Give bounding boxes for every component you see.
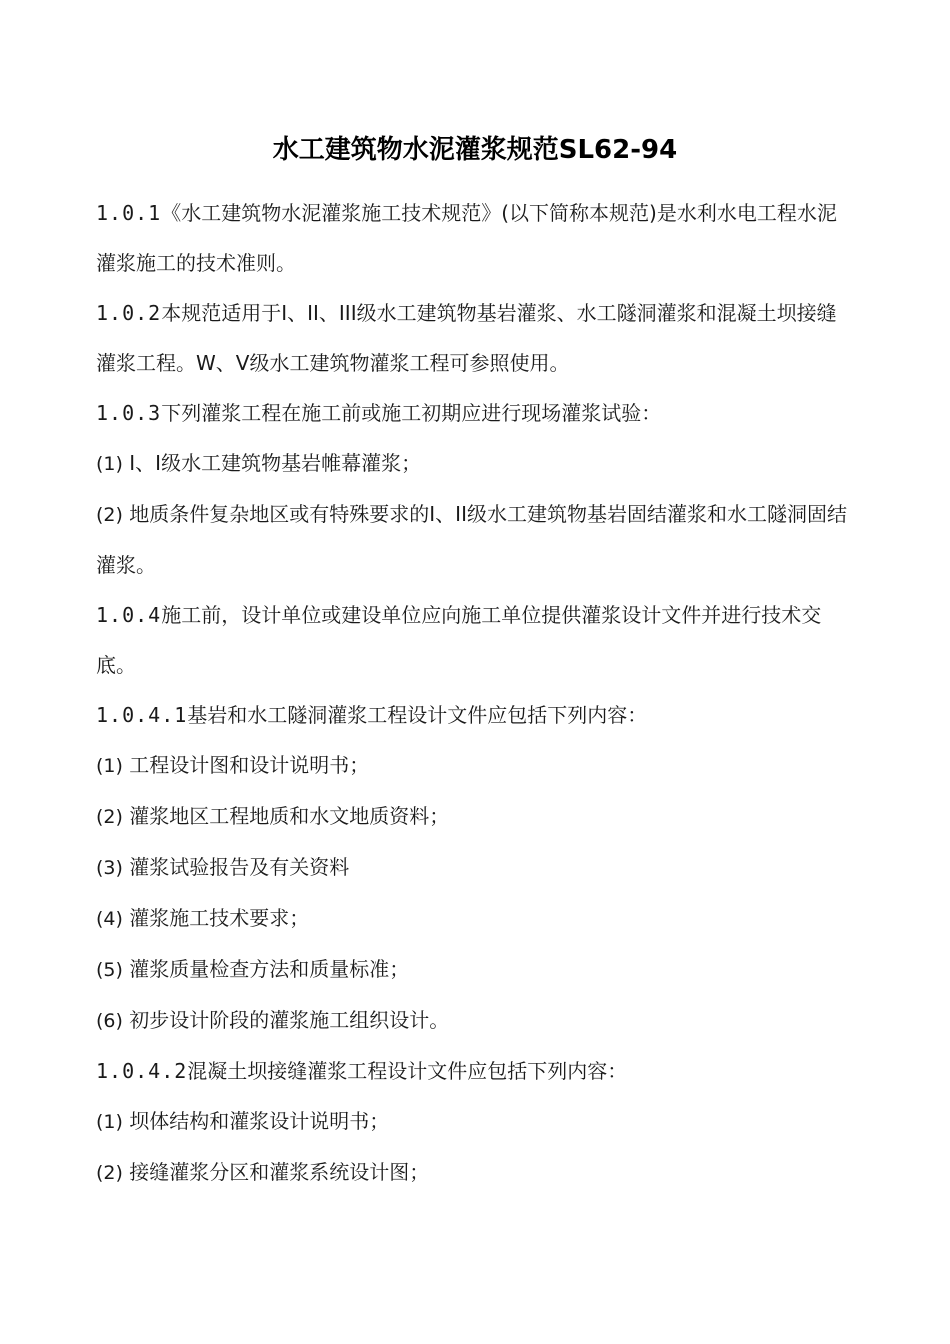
item-text: 灌浆施工技术要求； xyxy=(129,906,310,930)
clause-number: 1.0.4 xyxy=(96,603,162,627)
list-item xyxy=(96,740,856,791)
list-item xyxy=(96,438,856,489)
item-text: 接缝灌浆分区和灌浆系统设计图； xyxy=(129,1160,430,1184)
list-item xyxy=(96,1096,856,1147)
clause-text: 基岩和水工隧洞灌浆工程设计文件应包括下列内容： xyxy=(187,703,648,727)
document-body xyxy=(96,188,856,1198)
clause-text: 施工前，设计单位或建设单位应向施工单位提供灌浆设计文件并进行技术交底。 xyxy=(96,603,822,677)
clause-text: 下列灌浆工程在施工前或施工初期应进行现场灌浆试验： xyxy=(161,401,662,425)
item-text: I、I级水工建筑物基岩帷幕灌浆； xyxy=(129,451,422,475)
paragraph-1-0-4 xyxy=(96,590,856,690)
list-item xyxy=(96,995,856,1046)
item-text: 灌浆地区工程地质和水文地质资料； xyxy=(129,804,450,828)
item-number: (2) xyxy=(96,1162,123,1184)
clause-number: 1.0.2 xyxy=(96,301,162,325)
item-number: (2) xyxy=(96,504,123,526)
clause-number: 1.0.3 xyxy=(96,401,162,425)
item-text: 地质条件复杂地区或有特殊要求的I、II级水工建筑物基岩固结灌浆和水工隧洞固结灌浆。 xyxy=(96,502,847,577)
item-number: (2) xyxy=(96,806,123,828)
paragraph-1-0-4-2 xyxy=(96,1046,856,1096)
clause-number: 1.0.4.1 xyxy=(96,703,188,727)
item-number: (5) xyxy=(96,959,123,981)
list-item xyxy=(96,893,856,944)
clause-number: 1.0.4.2 xyxy=(96,1059,188,1083)
item-number: (3) xyxy=(96,857,123,879)
item-number: (1) xyxy=(96,453,123,475)
list-item xyxy=(96,489,856,590)
list-item xyxy=(96,791,856,842)
paragraph-1-0-4-1 xyxy=(96,690,856,740)
item-number: (1) xyxy=(96,1111,123,1133)
paragraph-1-0-1 xyxy=(96,188,856,288)
paragraph-1-0-3 xyxy=(96,388,856,438)
list-item xyxy=(96,842,856,893)
document-title: 水工建筑物水泥灌浆规范SL62-94 xyxy=(272,135,678,165)
clause-number: 1.0.1 xyxy=(96,201,162,225)
item-text: 灌浆质量检查方法和质量标准； xyxy=(129,957,410,981)
clause-text: 《水工建筑物水泥灌浆施工技术规范》(以下简称本规范)是水利水电工程水泥灌浆施工的技术准则。 xyxy=(96,201,837,275)
item-number: (1) xyxy=(96,755,123,777)
clause-text: 混凝土坝接缝灌浆工程设计文件应包括下列内容： xyxy=(187,1059,628,1083)
paragraph-1-0-2 xyxy=(96,288,856,388)
list-item xyxy=(96,944,856,995)
list-item xyxy=(96,1147,856,1198)
item-number: (4) xyxy=(96,908,123,930)
item-text: 坝体结构和灌浆设计说明书； xyxy=(129,1109,390,1133)
item-text: 灌浆试验报告及有关资料 xyxy=(129,855,350,879)
item-text: 工程设计图和设计说明书； xyxy=(129,753,370,777)
item-text: 初步设计阶段的灌浆施工组织设计。 xyxy=(129,1008,450,1032)
item-number: (6) xyxy=(96,1010,123,1032)
clause-text: 本规范适用于I、II、III级水工建筑物基岩灌浆、水工隧洞灌浆和混凝土坝接缝灌浆工程。W、V级水工建筑物灌浆工程可参照使用。 xyxy=(96,301,837,375)
